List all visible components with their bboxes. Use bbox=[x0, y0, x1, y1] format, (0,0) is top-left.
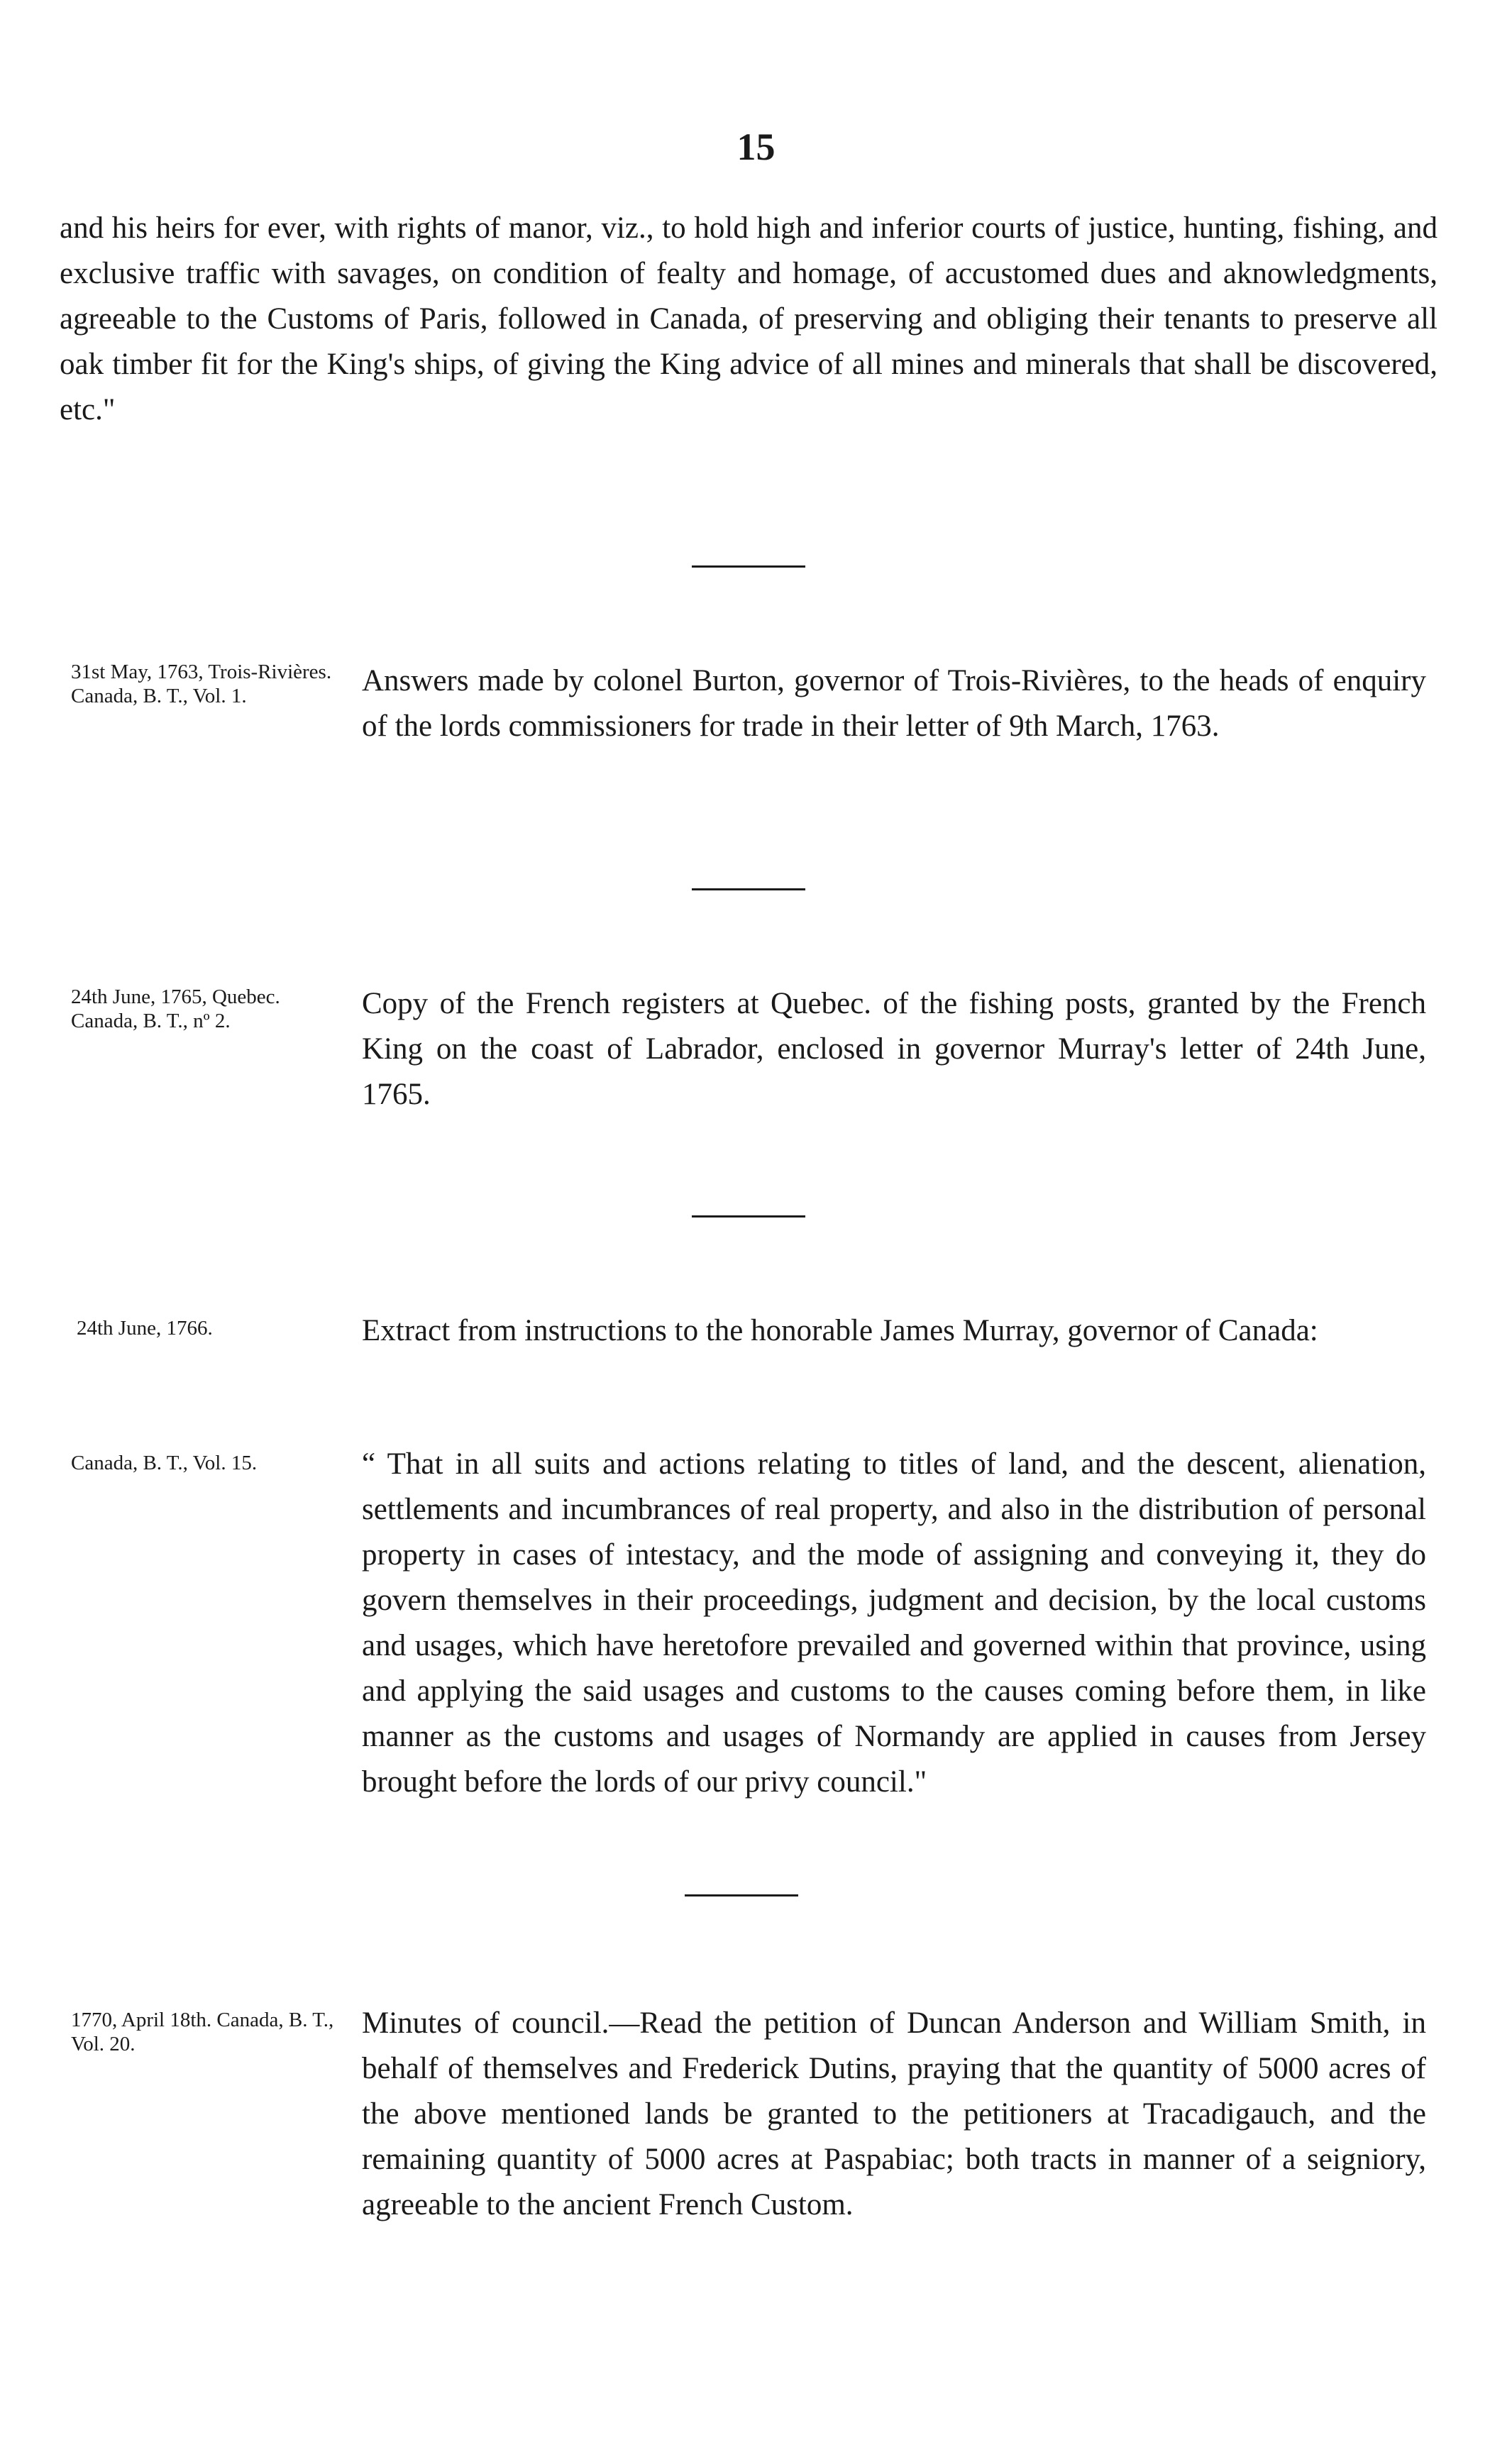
section-divider bbox=[685, 1894, 798, 1896]
page-number: 15 bbox=[736, 126, 776, 168]
margin-note-1766: 24th June, 1766. bbox=[77, 1317, 213, 1340]
margin-note-vol15: Canada, B. T., Vol. 15. bbox=[71, 1452, 258, 1474]
entry-1766-quote: “ That in all suits and actions relating to titles of land, and the descent, alienation, settlements and incumbrances of real property, and also in the distribution of personal property in cases of intestacy, and the mode of assigning and conveying it, they do govern themselves in their proceedings, judgment and decision, by the local customs and usages, which have heretofore prevailed and governed within that province, using and applying the said usages and customs to the causes coming before them, in like manner as the customs and usages of Normandy are applied in causes from Jersey brought before the lords of our privy council." bbox=[362, 1447, 1426, 1799]
entry-1770-text: Minutes of council.—Read the petition of Duncan Anderson and William Smith, in behalf of themselves and Frederick Dutins, praying that the quantity of 5000 acres of the above mentioned lands be granted to the petitioners at Tracadigauch, and the remaining quantity of 5000 acres at Paspabiac; both tracts in manner of a seigniory, agreeable to the ancient French Custom. bbox=[362, 2006, 1426, 2221]
section-divider bbox=[692, 1215, 805, 1218]
entry-1766-text: Extract from instructions to the honorable James Murray, governor of Canada: bbox=[362, 1314, 1318, 1347]
entry-1763-text: Answers made by colonel Burton, governor of Trois-Rivières, to the heads of enquiry of the lords commissioners for trade in their letter of 9th March, 1763. bbox=[362, 664, 1426, 743]
section-divider bbox=[692, 565, 805, 568]
section-divider bbox=[692, 888, 805, 890]
margin-note-1765: 24th June, 1765, Quebec. Canada, B. T., nº 2. bbox=[71, 985, 280, 1032]
intro-paragraph: and his heirs for ever, with rights of manor, viz., to hold high and inferior courts of justice, hunting, fishing, and exclusive traffic with savages, on condition of fealty and homage, of accustomed dues and aknowledgments, agreeable to the Customs of Paris, followed in Canada, of preserving and obliging their tenants to preserve all oak timber fit for the King's ships, of giving the King advice of all mines and minerals that shall be discovered, etc." bbox=[60, 211, 1437, 426]
entry-1765-text: Copy of the French registers at Quebec. of the fishing posts, granted by the French King on the coast of Labrador, enclosed in governor Murray's letter of 24th June, 1765. bbox=[362, 987, 1426, 1111]
margin-note-1770: 1770, April 18th. Canada, B. T., Vol. 20. bbox=[71, 2009, 334, 2055]
margin-note-1763: 31st May, 1763, Trois-Rivières. Canada, B. T., Vol. 1. bbox=[71, 661, 332, 707]
